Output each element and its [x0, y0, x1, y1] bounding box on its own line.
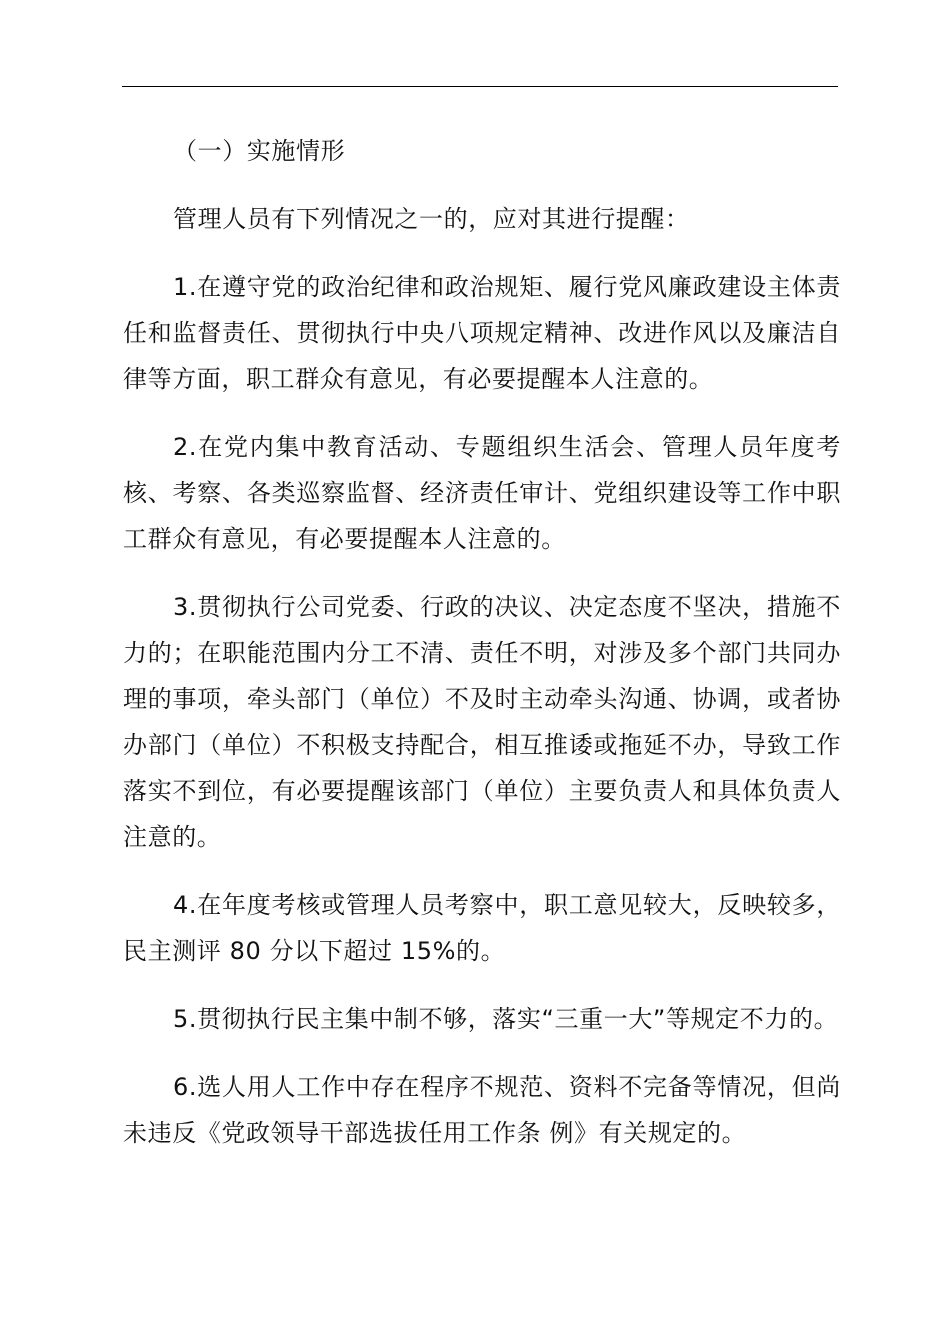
header-rule — [122, 86, 838, 87]
section-heading: （一）实施情形 — [173, 137, 346, 165]
document-body — [123, 128, 841, 1178]
intro-paragraph: 管理人员有下列情况之一的，应对其进行提醒： — [173, 205, 690, 233]
item-6: 6.选人用人工作中存在程序不规范、资料不完备等情况，但尚未违反《党政领导干部选拔任用工作条 例》有关规定的。 — [123, 1073, 841, 1147]
item-3: 3.贯彻执行公司党委、行政的决议、决定态度不坚决，措施不力的；在职能范围内分工不清、责任不明，对涉及多个部门共同办理的事项，牵头部门（单位）不及时主动牵头沟通、协调，或者协办部门（单位）不积极支持配合，相互推诿或拖延不办，导致工作落实不到位，有必要提醒该部门（单位）主要负责人和具体负责人注意的。 — [123, 593, 841, 851]
item-2: 2.在党内集中教育活动、专题组织生活会、管理人员年度考核、考察、各类巡察监督、经济责任审计、党组织建设等工作中职工群众有意见，有必要提醒本人注意的。 — [123, 433, 841, 553]
item-1: 1.在遵守党的政治纪律和政治规矩、履行党风廉政建设主体责任和监督责任、贯彻执行中央八项规定精神、改进作风以及廉洁自律等方面，职工群众有意见，有必要提醒本人注意的。 — [123, 273, 841, 393]
item-5: 5.贯彻执行民主集中制不够，落实“三重一大”等规定不力的。 — [173, 1005, 839, 1033]
item-4: 4.在年度考核或管理人员考察中，职工意见较大，反映较多，民主测评 80 分以下超过 15%的。 — [123, 891, 841, 965]
